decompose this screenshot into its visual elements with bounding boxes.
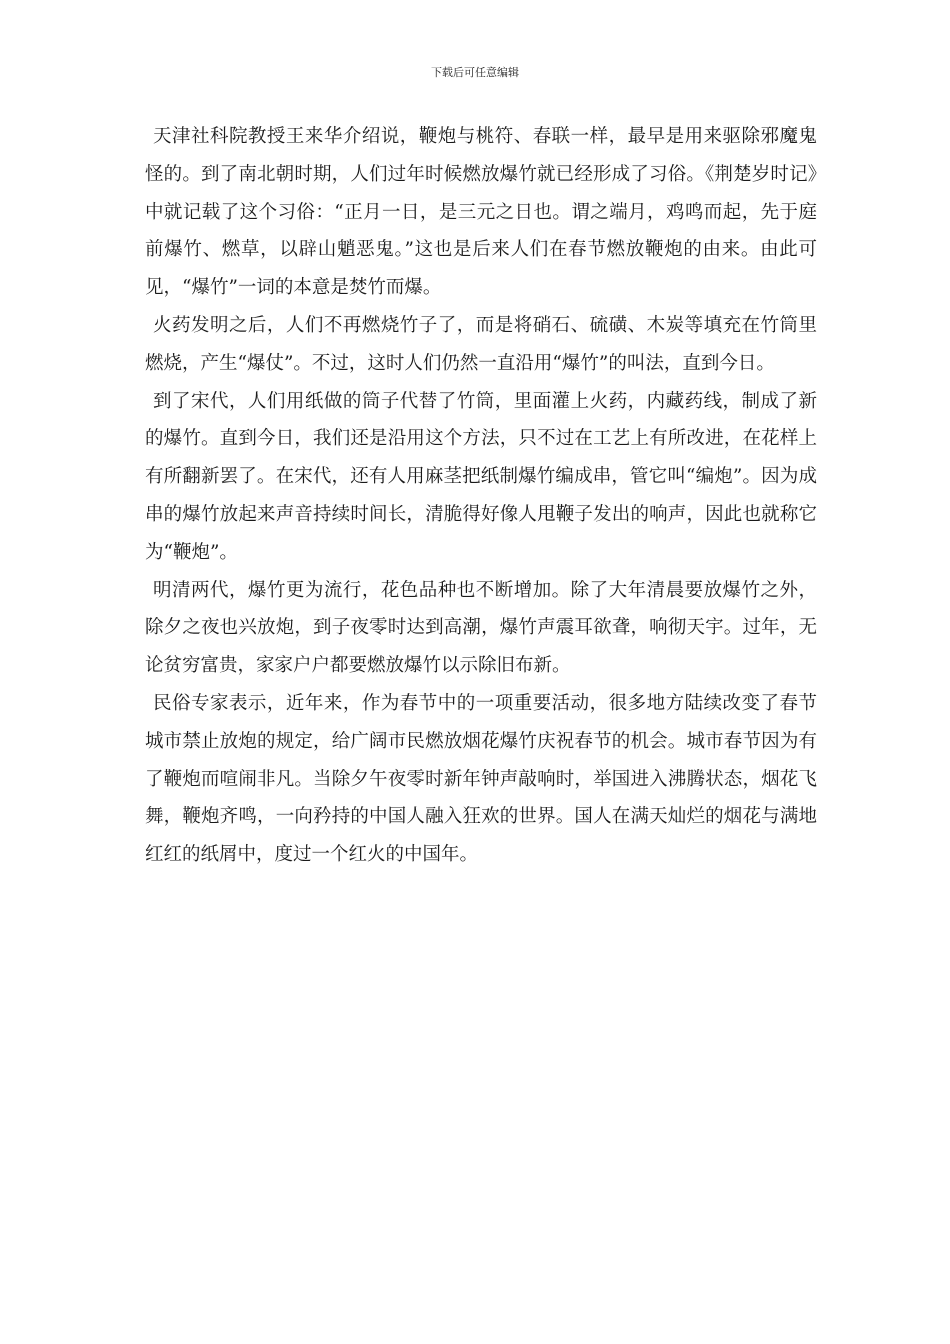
page-header: 下载后可任意编辑	[431, 66, 519, 79]
paragraph-1: 天津社科院教授王来华介绍说，鞭炮与桃符、春联一样，最早是用来驱除邪魔鬼怪的。到了南北朝时期，人们过年时候燃放爆竹就已经形成了习俗。《荆楚岁时记》中就记载了这个习俗：“正月一日，是三元之日也。谓之端月，鸡鸣而起，先于庭前爆竹、燃草，以辟山魈恶鬼。”这也是后来人们在春节燃放鞭炮的由来。由此可见，“爆竹”一词的本意是焚竹而爆。	[145, 126, 817, 299]
article-body	[145, 118, 817, 874]
paragraph-5: 民俗专家表示，近年来，作为春节中的一项重要活动，很多地方陆续改变了春节城市禁止放炮的规定，给广阔市民燃放烟花爆竹庆祝春节的机会。城市春节因为有了鞭炮而喧闹非凡。当除夕午夜零时新年钟声敲响时，举国进入沸腾状态，烟花飞舞，鞭炮齐鸣，一向矜持的中国人融入狂欢的世界。国人在满天灿烂的烟花与满地红红的纸屑中，度过一个红火的中国年。	[145, 692, 817, 866]
paragraph-3: 到了宋代，人们用纸做的筒子代替了竹筒，里面灌上火药，内藏药线，制成了新的爆竹。直到今日，我们还是沿用这个方法，只不过在工艺上有所改进，在花样上有所翻新罢了。在宋代，还有人用麻茎把纸制爆竹编成串，管它叫“编炮”。因为成串的爆竹放起来声音持续时间长，清脆得好像人甩鞭子发出的响声，因此也就称它为“鞭炮”。	[145, 390, 817, 563]
paragraph-2: 火药发明之后，人们不再燃烧竹子了，而是将硝石、硫磺、木炭等填充在竹筒里燃烧，产生“爆仗”。不过，这时人们仍然一直沿用“爆竹”的叫法，直到今日。	[145, 314, 817, 374]
paragraph-4: 明清两代，爆竹更为流行，花色品种也不断增加。除了大年清晨要放爆竹之外，除夕之夜也兴放炮，到子夜零时达到高潮，爆竹声震耳欲聋，响彻天宇。过年，无论贫穷富贵，家家户户都要燃放爆竹以示除旧布新。	[145, 579, 817, 677]
